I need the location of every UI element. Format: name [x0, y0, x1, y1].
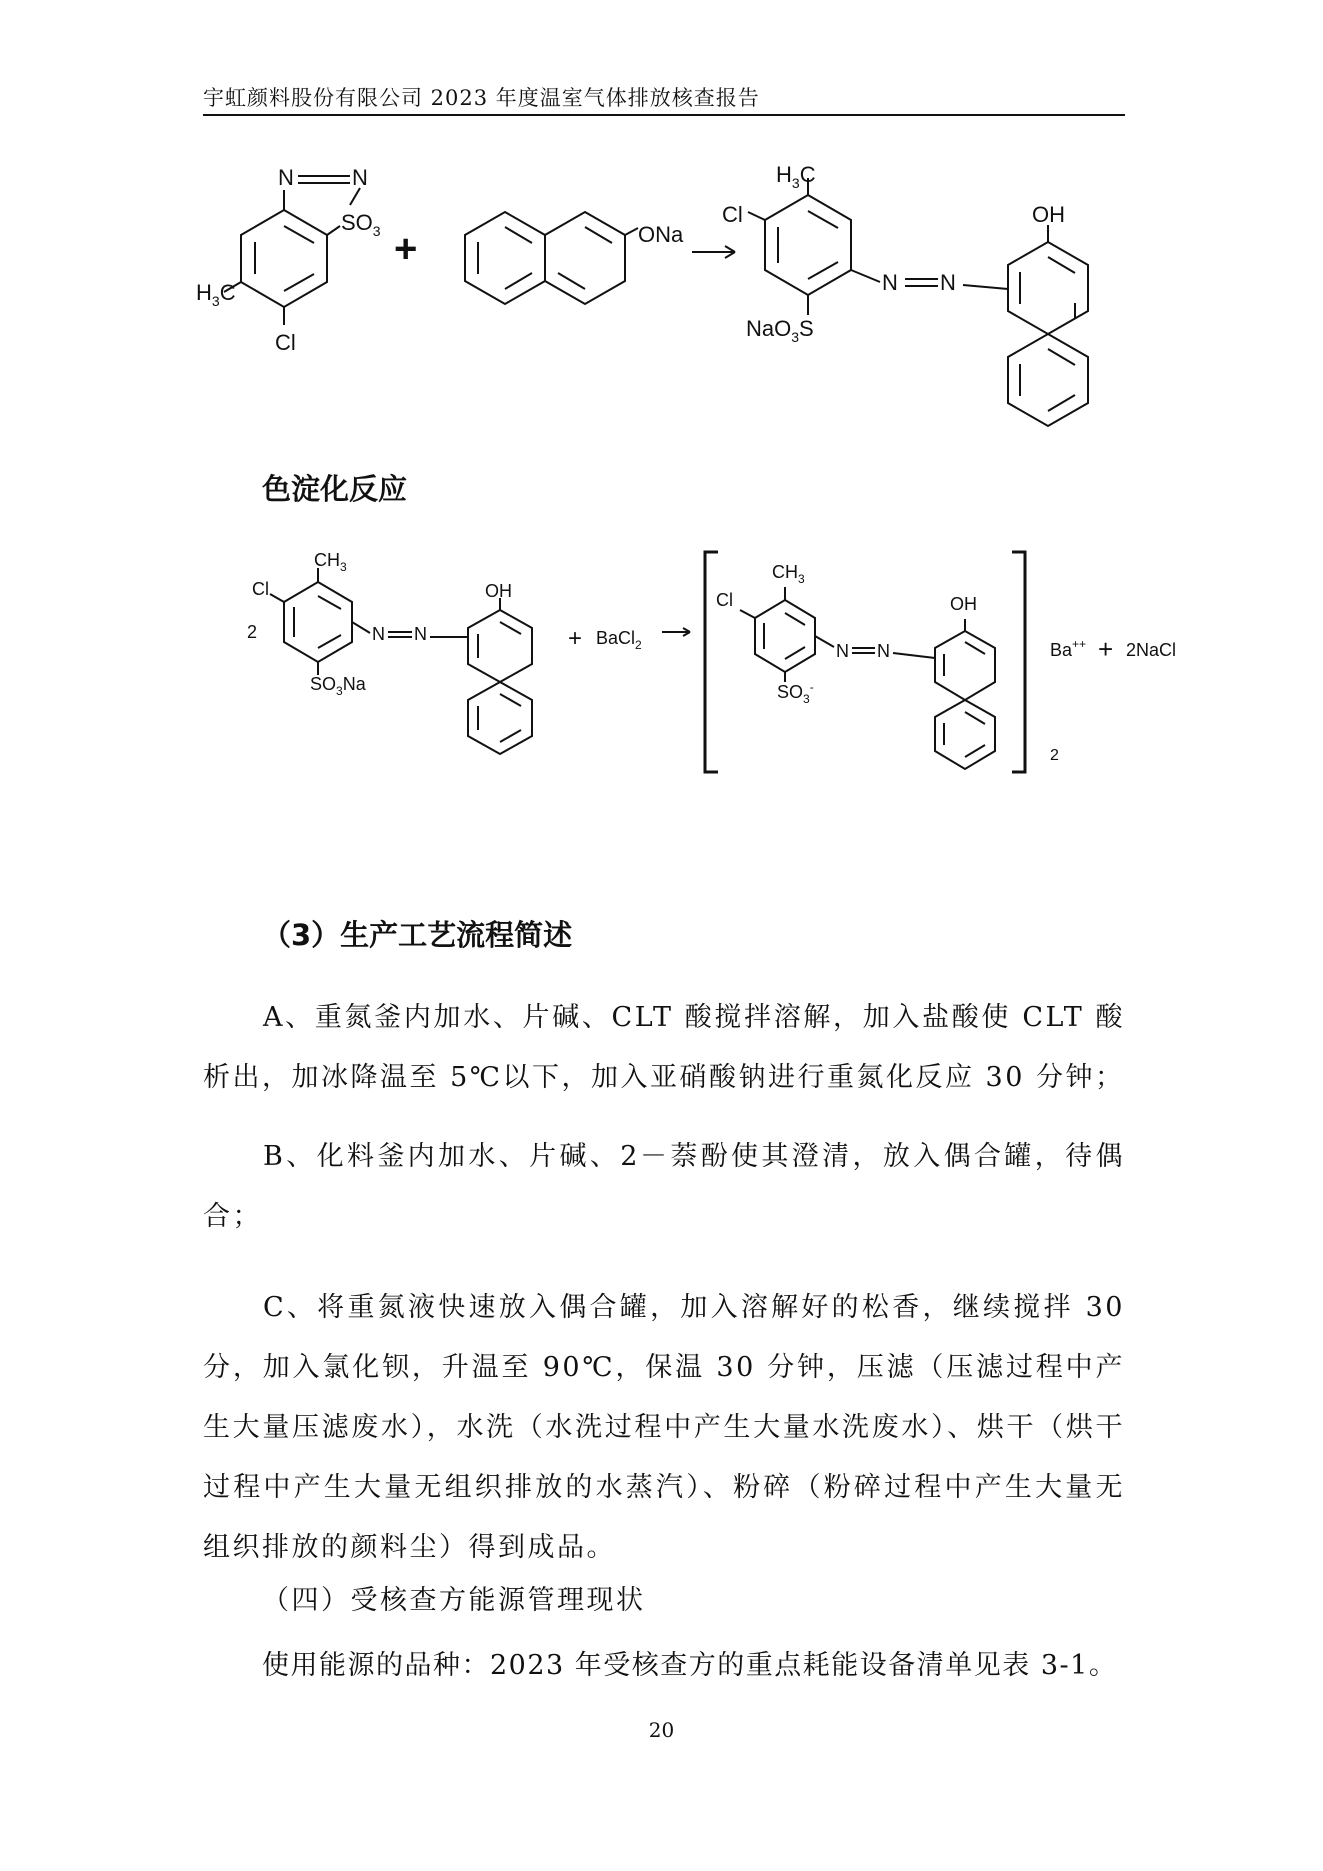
barium-ion: Ba++: [1050, 637, 1087, 660]
bracket-subscript: 2: [1050, 747, 1059, 764]
coefficient-2: 2: [247, 622, 258, 642]
atom-naso3s: NaO$_3$S: [746, 316, 814, 345]
page-header: 宇虹颜料股份有限公司 2023 年度温室气体排放核查报告: [203, 86, 760, 110]
atom-cl-left: Cl: [275, 330, 296, 355]
paragraph-c: C、将重氮液快速放入偶合罐，加入溶解好的松香，继续搅拌 30 分，加入氯化钡，升温至 90℃，保温 30 分钟，压滤（压滤过程中产生大量压滤废水），水洗（水洗过程中产生大量水洗废水）、烘干（烘干过程中产生大量无组织排放的水蒸汽）、粉碎（粉碎过程中产生大量无组织排放的颜料尘）得到成品。: [203, 1292, 1125, 1563]
reaction-diagrams: [0, 0, 1323, 800]
reaction-arrow-1: [692, 246, 735, 258]
plus-sign: +: [394, 227, 418, 271]
atom-azo-n1: N: [882, 270, 898, 295]
atom-oh-prod: OH: [1032, 202, 1065, 227]
dye-anion-structure: [740, 587, 995, 769]
bracket-left: [705, 552, 718, 772]
atom-ch3-a: $CH_3$: [314, 550, 347, 574]
atom-n1: N: [278, 165, 294, 190]
atom-n1-b: N: [836, 641, 849, 661]
atom-ch3-b: $CH_3$: [772, 562, 805, 586]
section-3-title: （3）生产工艺流程简述: [262, 918, 573, 952]
atom-n1-a: N: [372, 624, 385, 644]
atom-h3c-prod: $H_3C$: [776, 162, 816, 191]
nacl-label: 2NaCl: [1126, 640, 1177, 660]
paragraph-a: A、重氮釜内加水、片碱、CLT 酸搅拌溶解，加入盐酸使 CLT 酸析出，加冰降温至 5℃以下，加入亚硝酸钠进行重氮化反应 30 分钟；: [203, 1002, 1125, 1093]
laking-title: 色淀化反应: [262, 472, 408, 506]
atom-oh-a: OH: [485, 581, 512, 601]
atom-h3c: $H_3C$: [196, 280, 236, 309]
atom-n2: N: [352, 165, 368, 190]
atom-azo-n2: N: [940, 270, 956, 295]
atom-cl-prod: Cl: [722, 202, 743, 227]
paragraph-b: B、化料釜内加水、片碱、2－萘酚使其澄清，放入偶合罐，待偶合；: [203, 1141, 1125, 1232]
atom-n2-a: N: [414, 624, 427, 644]
page-number: 20: [648, 1718, 675, 1742]
atom-n2-b: N: [877, 641, 890, 661]
atom-cl-b: Cl: [716, 590, 733, 610]
bacl2-label: BaCl$_2$: [596, 628, 642, 652]
laking-plus-2: +: [1098, 634, 1114, 664]
diazo-structure: [224, 176, 360, 325]
section-4-title: （四）受核查方能源管理现状: [262, 1585, 646, 1616]
atom-so3na-a: $SO_3Na$: [310, 674, 366, 698]
atom-ona: ONa: [638, 222, 684, 247]
atom-so3: $SO_3$: [341, 210, 381, 239]
laking-plus-1: +: [568, 625, 583, 652]
bracket-right: [1012, 552, 1025, 772]
naphtholate-structure: [465, 212, 638, 304]
section-4-body: 使用能源的品种：2023 年受核查方的重点耗能设备清单见表 3-1。: [262, 1650, 1118, 1681]
atom-cl-a: Cl: [252, 579, 269, 599]
atom-oh-b: OH: [950, 594, 977, 614]
atom-so3-b: $SO_3^-$: [777, 680, 814, 706]
reaction-arrow-2: [662, 628, 690, 636]
